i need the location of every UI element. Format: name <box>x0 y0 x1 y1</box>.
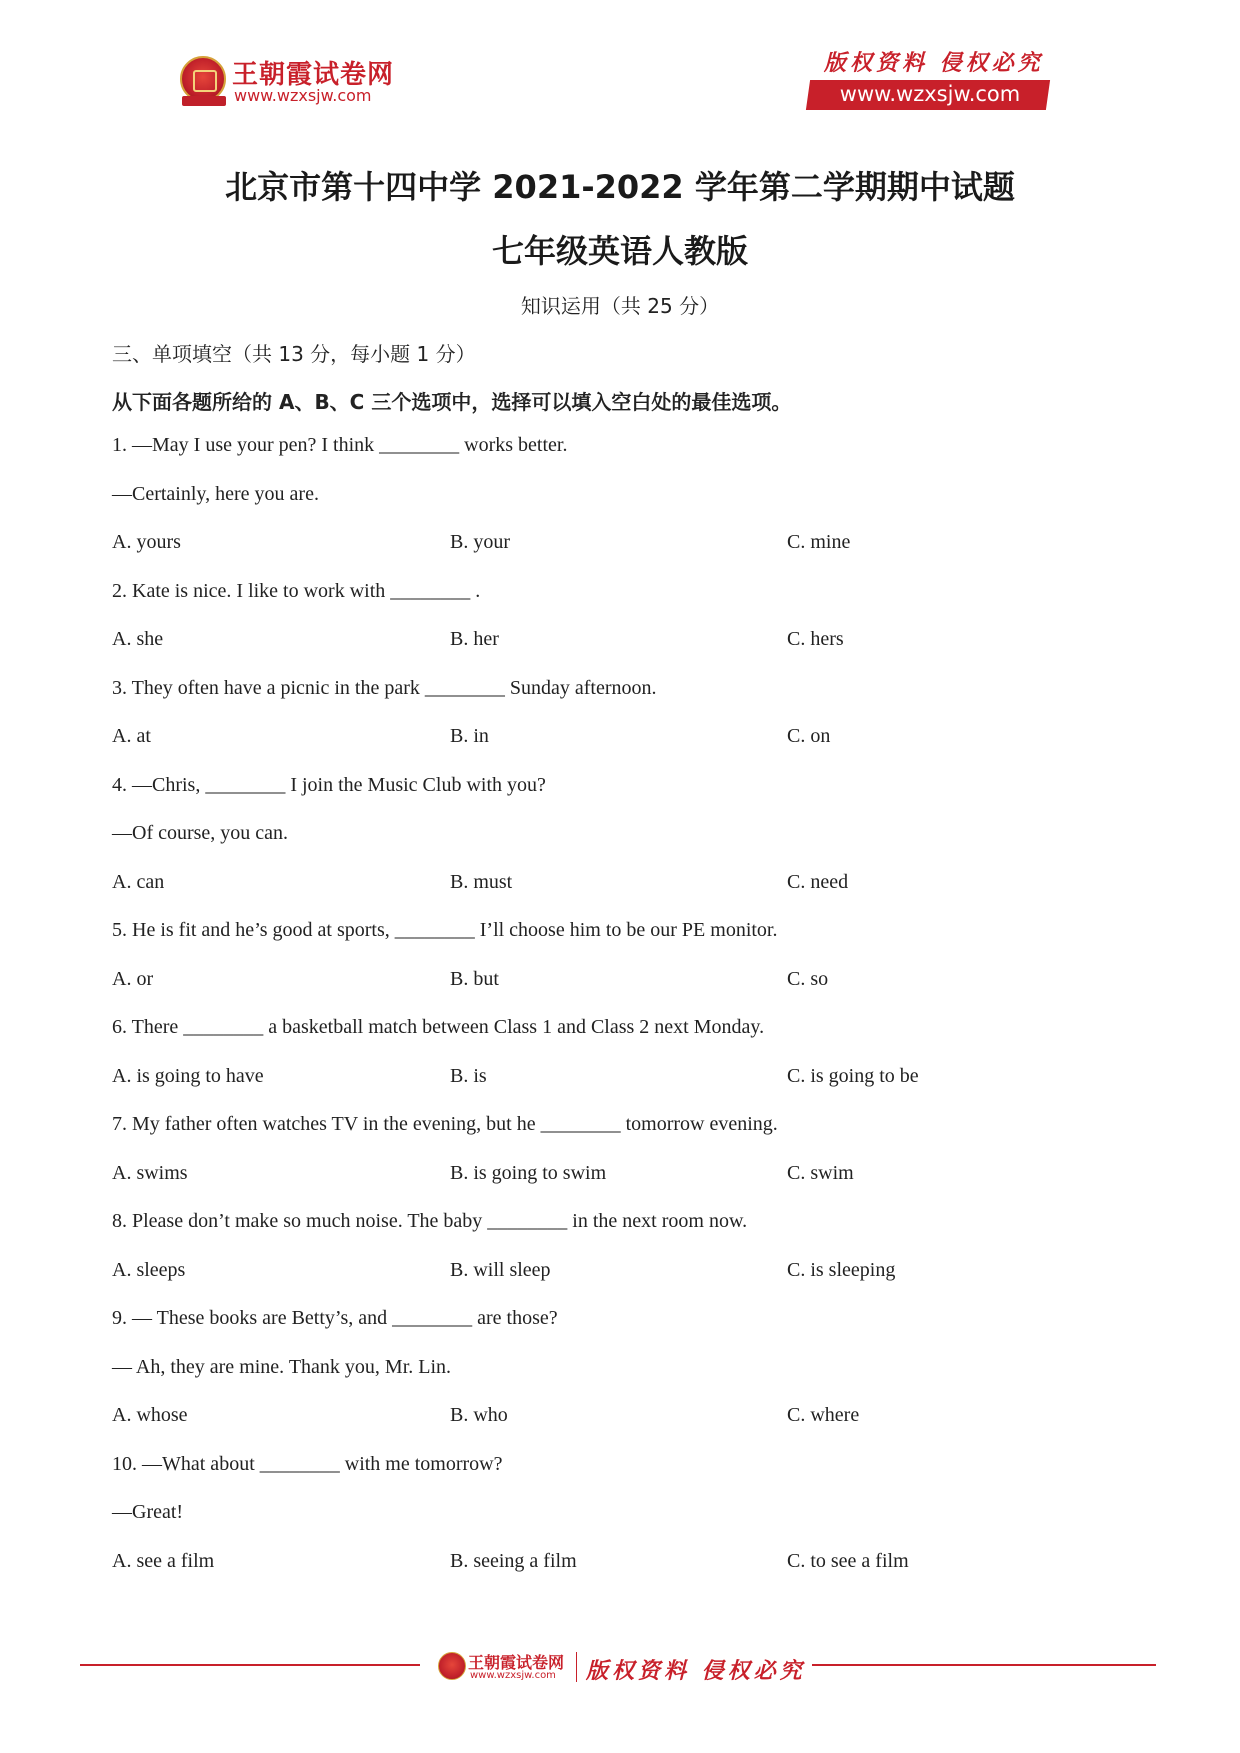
answer-option-c[interactable]: C. need <box>787 870 849 893</box>
answer-option-a[interactable]: A. see a film <box>112 1549 215 1572</box>
answer-option-a[interactable]: A. can <box>112 870 165 893</box>
answer-option-c[interactable]: C. is going to be <box>787 1064 919 1087</box>
answer-option-a[interactable]: A. swims <box>112 1161 188 1184</box>
answer-option-c[interactable]: C. is sleeping <box>787 1258 896 1281</box>
instruction: 从下面各题所给的 A、B、C 三个选项中，选择可以填入空白处的最佳选项。 <box>112 390 792 414</box>
footer-logo-name: 王朝霞试卷网 <box>468 1653 565 1672</box>
question-stem: 9. — These books are Betty’s, and ________ are those? <box>112 1307 558 1329</box>
answer-option-a[interactable]: A. or <box>112 967 154 990</box>
copyright-slogan: 版权资料 侵权必究 <box>824 50 1044 76</box>
page-header <box>0 0 1240 130</box>
answer-option-b[interactable]: B. who <box>450 1404 508 1426</box>
exam-title: 北京市第十四中学 2021-2022 学年第二学期期中试题 <box>225 168 1015 206</box>
question-stem: 5. He is fit and he’s good at sports, ________ I’ll choose him to be our PE monitor. <box>112 919 778 941</box>
section-heading: 知识运用（共 25 分） <box>520 294 720 318</box>
question-stem: 3. They often have a picnic in the park ________ Sunday afternoon. <box>112 676 657 699</box>
answer-option-b[interactable]: B. her <box>450 628 499 650</box>
footer-logo <box>438 1648 806 1688</box>
question-dialog-line: —Of course, you can. <box>112 822 289 844</box>
footer-logo-url[interactable]: www.wzxsjw.com <box>470 1670 556 1681</box>
question-dialog-line: —Certainly, here you are. <box>112 482 319 505</box>
answer-option-b[interactable]: B. seeing a film <box>450 1549 577 1572</box>
site-logo[interactable] <box>180 52 410 112</box>
exam-subtitle: 七年级英语人教版 <box>491 232 748 270</box>
logo-url[interactable]: www.wzxsjw.com <box>234 86 372 105</box>
answer-option-a[interactable]: A. whose <box>112 1404 188 1426</box>
answer-option-a[interactable]: A. is going to have <box>112 1064 264 1087</box>
answer-option-c[interactable]: C. mine <box>787 531 851 553</box>
footer-rule-right <box>812 1664 1156 1666</box>
logo-name: 王朝霞试卷网 <box>232 60 395 90</box>
answer-option-b[interactable]: B. must <box>450 870 513 893</box>
footer-separator <box>576 1652 577 1682</box>
answer-option-b[interactable]: B. will sleep <box>450 1258 551 1281</box>
answer-option-a[interactable]: A. she <box>112 628 164 650</box>
answer-option-b[interactable]: B. is going to swim <box>450 1161 607 1184</box>
question-stem: 2. Kate is nice. I like to work with ________ . <box>112 579 481 602</box>
question-stem: 4. —Chris, ________ I join the Music Club with you? <box>112 773 546 796</box>
answer-option-c[interactable]: C. so <box>787 967 829 990</box>
answer-option-b[interactable]: B. your <box>450 531 510 553</box>
question-stem: 7. My father often watches TV in the evening, but he ________ tomorrow evening. <box>112 1113 778 1135</box>
answer-option-c[interactable]: C. on <box>787 725 831 747</box>
question-dialog-line: —Great! <box>112 1501 184 1523</box>
copyright-url[interactable]: www.wzxsjw.com <box>839 82 1021 106</box>
question-stem: 8. Please don’t make so much noise. The baby ________ in the next room now. <box>112 1210 748 1232</box>
question-stem: 1. —May I use your pen? I think ________ works better. <box>112 434 568 456</box>
answer-option-c[interactable]: C. to see a film <box>787 1549 909 1572</box>
answer-option-c[interactable]: C. where <box>787 1404 860 1426</box>
question-stem: 6. There ________ a basketball match between Class 1 and Class 2 next Monday. <box>112 1016 765 1038</box>
copyright-banner <box>808 46 1056 116</box>
answer-option-b[interactable]: B. but <box>450 967 499 990</box>
emblem-ribbon <box>182 96 226 106</box>
answer-option-c[interactable]: C. hers <box>787 628 844 650</box>
answer-option-c[interactable]: C. swim <box>787 1161 854 1184</box>
answer-option-b[interactable]: B. in <box>450 725 489 747</box>
answer-option-a[interactable]: A. yours <box>112 531 181 553</box>
question-stem: 10. —What about ________ with me tomorrow? <box>112 1452 503 1475</box>
footer-emblem-icon <box>438 1652 466 1680</box>
question-dialog-line: — Ah, they are mine. Thank you, Mr. Lin. <box>112 1355 452 1378</box>
footer-slogan: 版权资料 侵权必究 <box>586 1658 806 1684</box>
footer-rule-left <box>80 1664 420 1666</box>
answer-option-a[interactable]: A. sleeps <box>112 1258 186 1281</box>
answer-option-a[interactable]: A. at <box>112 725 151 747</box>
part-heading: 三、单项填空（共 13 分，每小题 1 分） <box>112 342 476 366</box>
answer-option-b[interactable]: B. is <box>450 1064 487 1087</box>
